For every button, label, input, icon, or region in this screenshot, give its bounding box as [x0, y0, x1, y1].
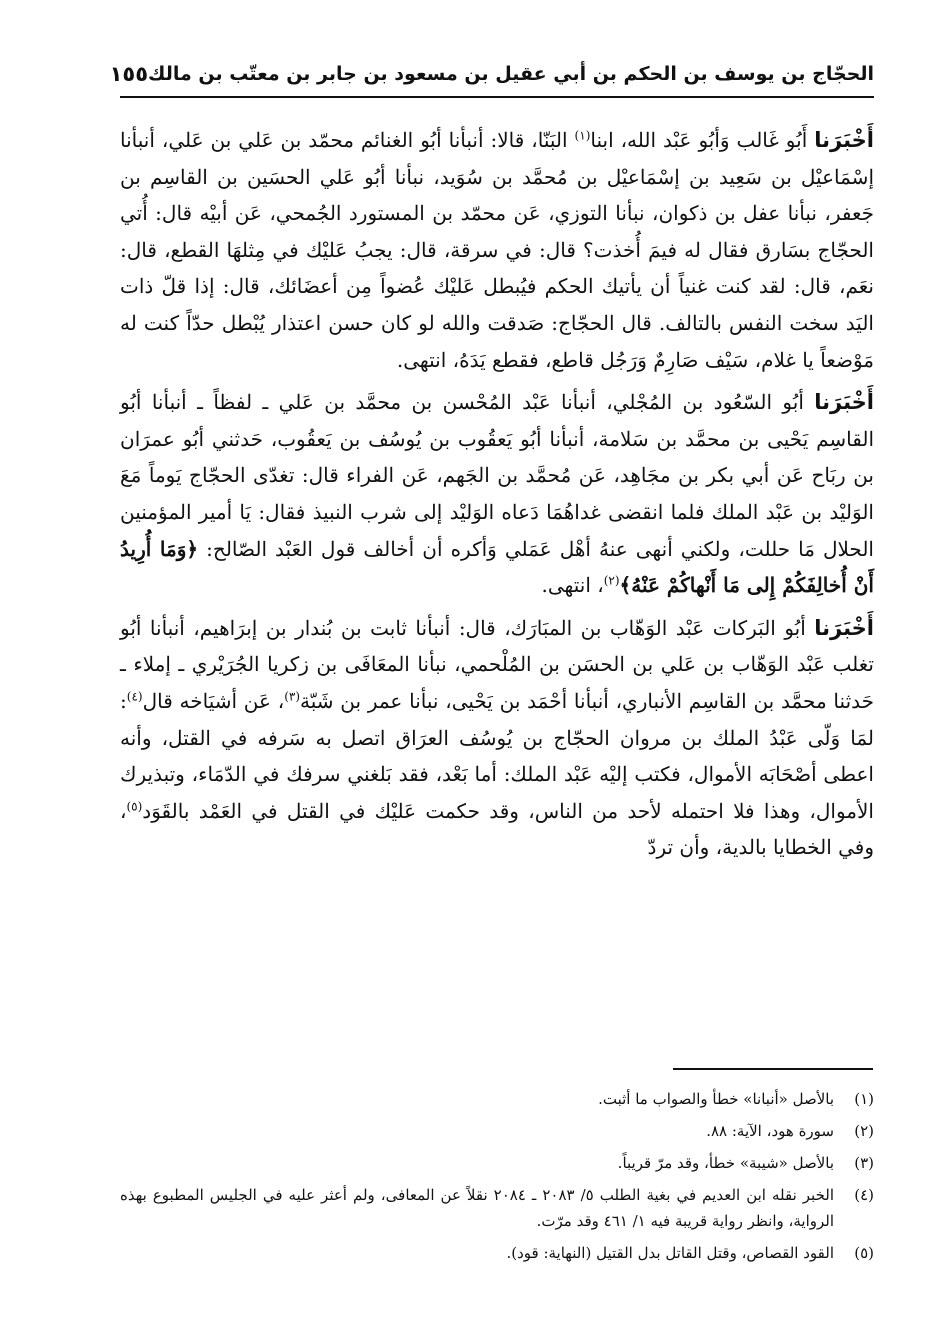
paragraph-text: ، وفي الخطايا بالدية، وأن تردّ	[120, 798, 874, 860]
paragraph-text: البَنّا، قالا: أنبأنا أبُو الغنائم محمّد بن عَلي بن عَلي، أنبأنا إسْمَاعيْل بن سَعِيد بن إسْمَاعيْل بن مُحمَّد بن سُوَيد، نبأنا أبُو عَلي الحسَين بن القاسِم بن جَعفر، نبأنا عفل بن ذكوان، نبأنا التوزي، عَن محمّد بن المستورد الجُمحي، عَن أبيْه قال: أُتي الحجّاج بسَارق فقال له فيمَ أُخذت؟ قال: في سرقة، قال: يجبُ عَليْك في مِثلهَا القطع، قال: نعَم، قال: لقد كنت غنياً أن يأتيك الحكم فيُبطل عَليْك عُضواً مِن أعضَائك، قال: إذا قلّ ذات اليَد سخت النفس بالتالف. قال الحجّاج: صَدقت والله لو كان حسن اعتذار يُبْطل حدّاً كنت له مَوْضعاً يا غلام، سَيْف صَارِمٌ وَرَجُل قاطع، فقطع يَدَهُ، انتهى.	[120, 128, 874, 372]
paragraph	[120, 384, 874, 604]
footnote-ref: (١)	[574, 128, 591, 143]
footnote	[120, 1118, 874, 1144]
paragraph	[120, 122, 874, 378]
main-text	[120, 122, 874, 872]
footnote-number: (٢)	[854, 1122, 874, 1140]
footnote-text: بالأصل «شيبة» خطأ، وقد مرّ قريباً.	[617, 1154, 834, 1172]
paragraph-text: أبُو السّعُود بن المُجْلي، أنبأنا عَبْد المُحْسن بن محمَّد بن عَلي ـ لفظاً ـ أنبأنا أبُو القاسِم يَحْيى بن محمَّد بن سَلامة، أنبأنا أبُو يَعقُوب بن يُوسُف بن يَعقُوب، حَدثني أبُو عمرَان بن ربَاح عَن أبي بكر بن مجَاهِد، عَن مُحمَّد بن الجَهم، عَن الفراء قال: تغدّى الحجّاج يَوماً مَعَ الوَليْد بن عَبْد الملك فلما انقضى غداهُمَا دَعاه الوَليْد إلى شرب النبيذ فقال: يَا أمير المؤمنين الحلال مَا حللت، ولكني أنهى عنهُ أهْل عَمَلي وَأكره أن أخالف قول العَبْد الصّالح:	[120, 390, 874, 561]
footnote-divider	[673, 1068, 873, 1070]
paragraph-lead: أَخْبَرَنا	[814, 128, 874, 152]
footnote-text: الخبر نقله ابن العديم في بغية الطلب ٥/ ٢٠٨٣ ـ ٢٠٨٤ نقلاً عن المعافى، ولم أعثر عليه في الجليس المطبوع بهذه الرواية، وانظر رواية قريبة فيه ١/ ٤٦١ وقد مرّت.	[120, 1186, 834, 1230]
footnote-text: القود القصاص، وقتل القاتل بدل القتيل (النهاية: قود).	[506, 1244, 834, 1262]
footnote-ref: (٤)	[126, 689, 143, 704]
paragraph-text: : لمَا وَلّى عَبْدُ الملك بن مروان الحجّاج بن يُوسُف العرَاق اتصل به سَرفه في القتل، وأنه اعطى أصْحَابَه الأموال، فكتب إليْه عَبْد الملك: أما بَعْد، فقد بَلغني سرفك في الدّمَاء، وتبذيرك الأموال، وهذا فلا احتمله لأحد من الناس، وقد حكمت عَليْك في القتل في العَمْد بالقَوَد	[120, 688, 875, 823]
paragraph-text: أبُو البَركات عَبْد الوَهّاب بن المبَارَك، قال: أنبأنا ثابت بن بُندار بن إبرَاهيم، أنبأنا أبُو تغلب عَبْد الوَهّاب بن عَلي بن الحسَن بن المُلْحمي، نبأنا المعَافَى بن زكريا الجُرَيْري ـ إملاء ـ حَدثنا محمَّد بن القاسِم الأنباري، أنبأنا أحْمَد بن يَحْيى، نبأنا عمر بن شَبّة	[120, 615, 874, 713]
paragraph-text: ، عَن أشيَاخه قال	[142, 688, 285, 713]
quran-quote: ﴿وَمَا أُرِيدُ أَنْ أُخالِفَكُمْ إِلى مَا أَنْهاكُمْ عَنْهُ﴾	[120, 536, 874, 598]
page-number: ١٥٥	[109, 62, 149, 86]
footnote	[120, 1182, 874, 1234]
footnote-text: سورة هود، الآية: ٨٨.	[706, 1122, 834, 1140]
paragraph-text: ، انتهى.	[541, 573, 604, 598]
running-title: الحجّاج بن يوسف بن الحكم بن أبي عقيل بن مسعود بن جابر بن معتّب بن مالك	[148, 63, 874, 85]
footnote-ref: (٥)	[126, 799, 143, 814]
paragraph-lead: أَخْبَرَنا	[814, 390, 874, 415]
footnote-number: (٤)	[854, 1186, 874, 1204]
footnote-text: بالأصل «أنبانا» خطأ والصواب ما أثبت.	[598, 1090, 834, 1108]
footnote-ref: (٣)	[284, 689, 301, 704]
footnote	[120, 1240, 874, 1266]
footnote-ref: (٢)	[603, 573, 620, 588]
footnote	[120, 1086, 874, 1112]
footnote-number: (٥)	[854, 1244, 874, 1262]
paragraph-text: أَبُو غَالب وَأبُو عَبْد الله، ابنا	[590, 128, 815, 152]
footnote	[120, 1150, 874, 1176]
footnotes	[120, 1086, 874, 1272]
page-header	[109, 52, 874, 98]
footnote-number: (١)	[854, 1090, 874, 1108]
footnote-number: (٣)	[854, 1154, 874, 1172]
paragraph-lead: أَخْبَرَنا	[814, 615, 875, 640]
paragraph	[120, 610, 874, 866]
